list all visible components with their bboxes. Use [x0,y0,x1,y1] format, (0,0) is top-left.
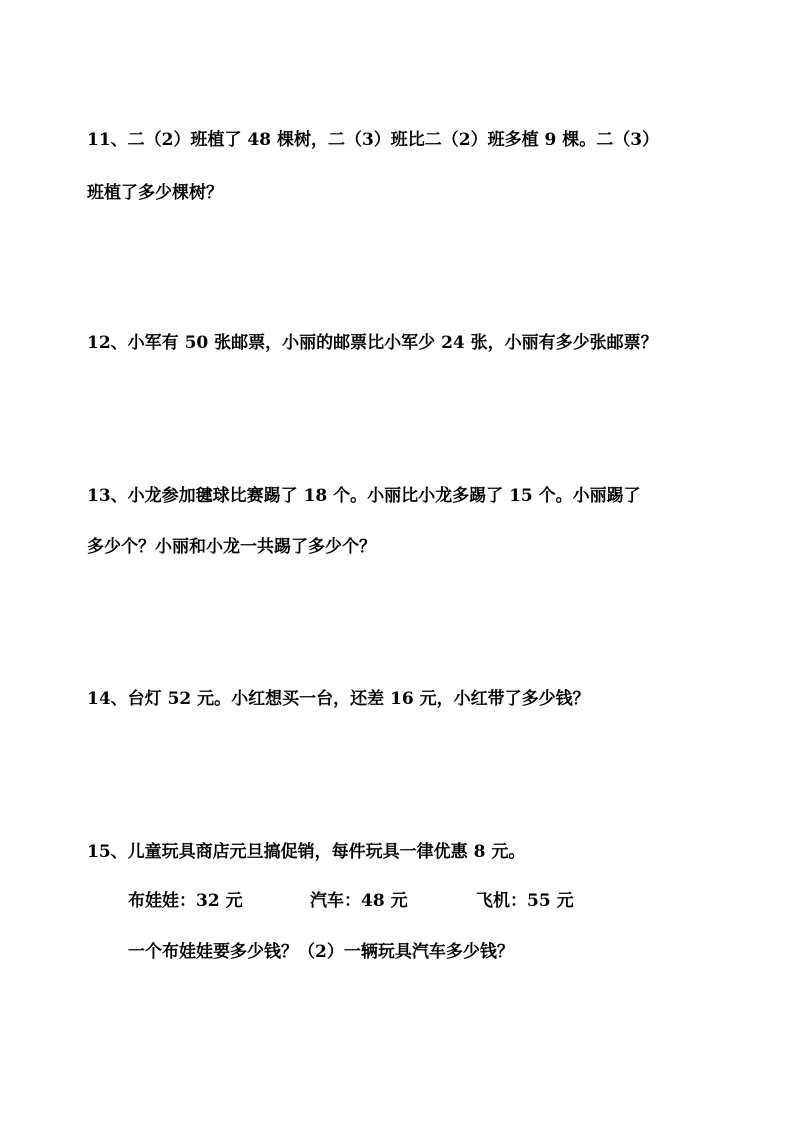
price-car: 汽车：48 元 [310,891,408,911]
price-doll: 布娃娃：32 元 [128,891,243,911]
price-plane: 飞机：55 元 [476,891,574,911]
problem-12-line-1: 12、小军有 50 张邮票，小丽的邮票比小军少 24 张，小丽有多少张邮票？ [87,333,658,353]
problem-13-line-1: 13、小龙参加毽球比赛踢了 18 个。小丽比小龙多踢了 15 个。小丽踢了 [87,486,641,506]
problem-15-line-1: 15、儿童玩具商店元旦搞促销，每件玩具一律优惠 8 元。 [87,842,526,862]
problem-15-question: 一个布娃娃要多少钱？（2）一辆玩具汽车多少钱？ [128,942,514,962]
problem-13-line-2: 多少个？小丽和小龙一共踢了多少个？ [87,537,376,557]
problem-11-line-1: 11、二（2）班植了 48 棵树，二（3）班比二（2）班多植 9 棵。二（3） [87,130,660,150]
problem-14-line-1: 14、台灯 52 元。小红想买一台，还差 16 元，小红带了多少钱？ [87,689,590,709]
problem-11-line-2: 班植了多少棵树？ [87,183,223,203]
